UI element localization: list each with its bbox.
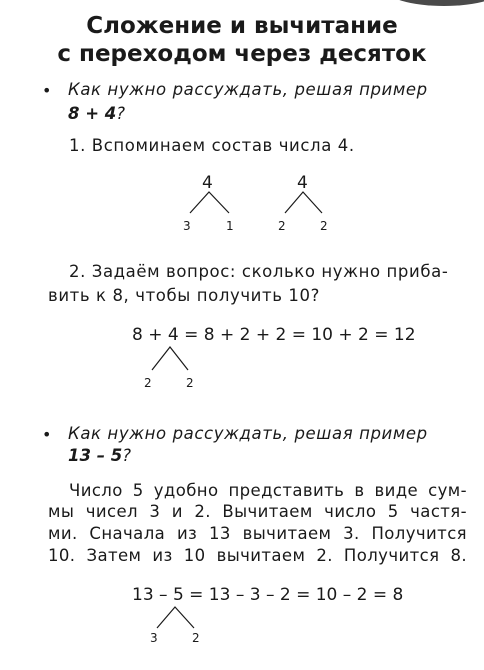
paragraph-line-2: мы чисел 3 и 2. Вычитаем число 5 частя- [48,502,467,521]
step-2-line-2: вить к 8, чтобы получить 10? [48,286,320,305]
tree-a-right-number: 1 [226,219,234,233]
question-2: Как нужно рассуждать, решая пример [68,424,428,443]
paragraph-line-1: Число 5 удобно представить в виде сум- [69,481,467,500]
bullet-icon: • [42,81,52,100]
equation-1: 8 + 4 = 8 + 2 + 2 = 10 + 2 = 12 [132,325,416,345]
equation-1-split-right: 2 [186,376,194,390]
equation-2-split-right: 2 [192,631,200,645]
tree-b-top-number: 4 [297,173,308,193]
tree-b-right-number: 2 [320,219,328,233]
bullet-icon: • [42,425,52,444]
question-mark: ? [116,104,126,123]
expression-8-plus-4: 8 + 4 [68,104,117,123]
tree-a-left-number: 3 [183,219,191,233]
page-title-line-1: Сложение и вычитание [86,13,398,39]
step-2-line-1: 2. Задаём вопрос: сколько нужно приба- [69,262,449,281]
equation-2: 13 – 5 = 13 – 3 – 2 = 10 – 2 = 8 [132,585,404,605]
paragraph-line-4: 10. Затем из 10 вычитаем 2. Получится 8. [48,546,467,565]
question-mark: ? [122,446,131,465]
tree-b-left-number: 2 [278,219,286,233]
equation-1-split-left: 2 [144,376,152,390]
paragraph-line-3: ми. Сначала из 13 вычитаем 3. Получится [48,524,467,543]
tree-a-top-number: 4 [202,173,213,193]
page-title-line-2: с переходом через десяток [57,41,427,67]
question-1: Как нужно рассуждать, решая пример [68,80,428,99]
expression-13-minus-5: 13 – 5 [68,446,123,465]
equation-2-split-left: 3 [150,631,158,645]
step-1-text: 1. Вспоминаем состав числа 4. [69,136,355,155]
